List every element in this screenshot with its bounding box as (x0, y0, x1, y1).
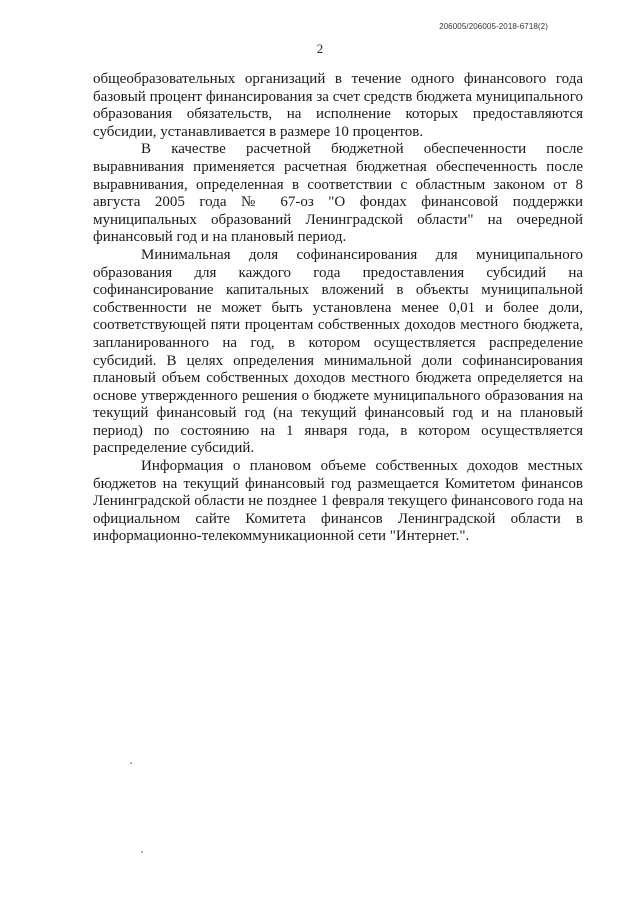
paragraph-cofinancing-share: Минимальная доля софинансирования для муниципального образования для каждого года предоставления субсидий на софинансирование капитальных вложений в объекты муниципальной собственности не может быть установлена менее 0,01 и более доли, соответствующей пяти процентам собственных доходов местного бюджета, запланированного на год, в котором осуществляется распределение субсидий. В целях определения минимальной доли софинансирования плановый объем собственных доходов местного бюджета определяется на основе утвержденного решения о бюджете муниципального образования на текущий финансовый год (на текущий финансовый год и на плановый период) по состоянию на 1 января года, в котором осуществляется распределение субсидий. (93, 246, 583, 457)
document-body (93, 71, 583, 546)
scan-speck (130, 762, 132, 764)
scan-speck (141, 851, 143, 853)
paragraph-continuation: общеобразовательных организаций в течение одного финансового года базовый процент финансирования за счет средств бюджета муниципального образования обязательств, на исполнение которых предоставляются субсидии, устанавливается в размере 10 процентов. (93, 71, 583, 140)
paragraph-information: Информация о плановом объеме собственных доходов местных бюджетов на текущий финансовый год размещается Комитетом финансов Ленинградской области не позднее 1 февраля текущего финансового года на официальном сайте Комитета финансов Ленинградской области в информационно-телекоммуникационной сети "Интернет.". (93, 458, 583, 545)
document-id: 206005/206005-2018-6718(2) (439, 22, 548, 31)
page-number: 2 (316, 41, 324, 56)
paragraph-budget-provision: В качестве расчетной бюджетной обеспеченности после выравнивания применяется расчетная бюджетная обеспеченность после выравнивания, определенная в соответствии с областным законом от 8 августа 2005 года № 67-оз "О фондах финансовой поддержки муниципальных образований Ленинградской области" на очередной финансовый год и на плановый период. (93, 141, 583, 246)
